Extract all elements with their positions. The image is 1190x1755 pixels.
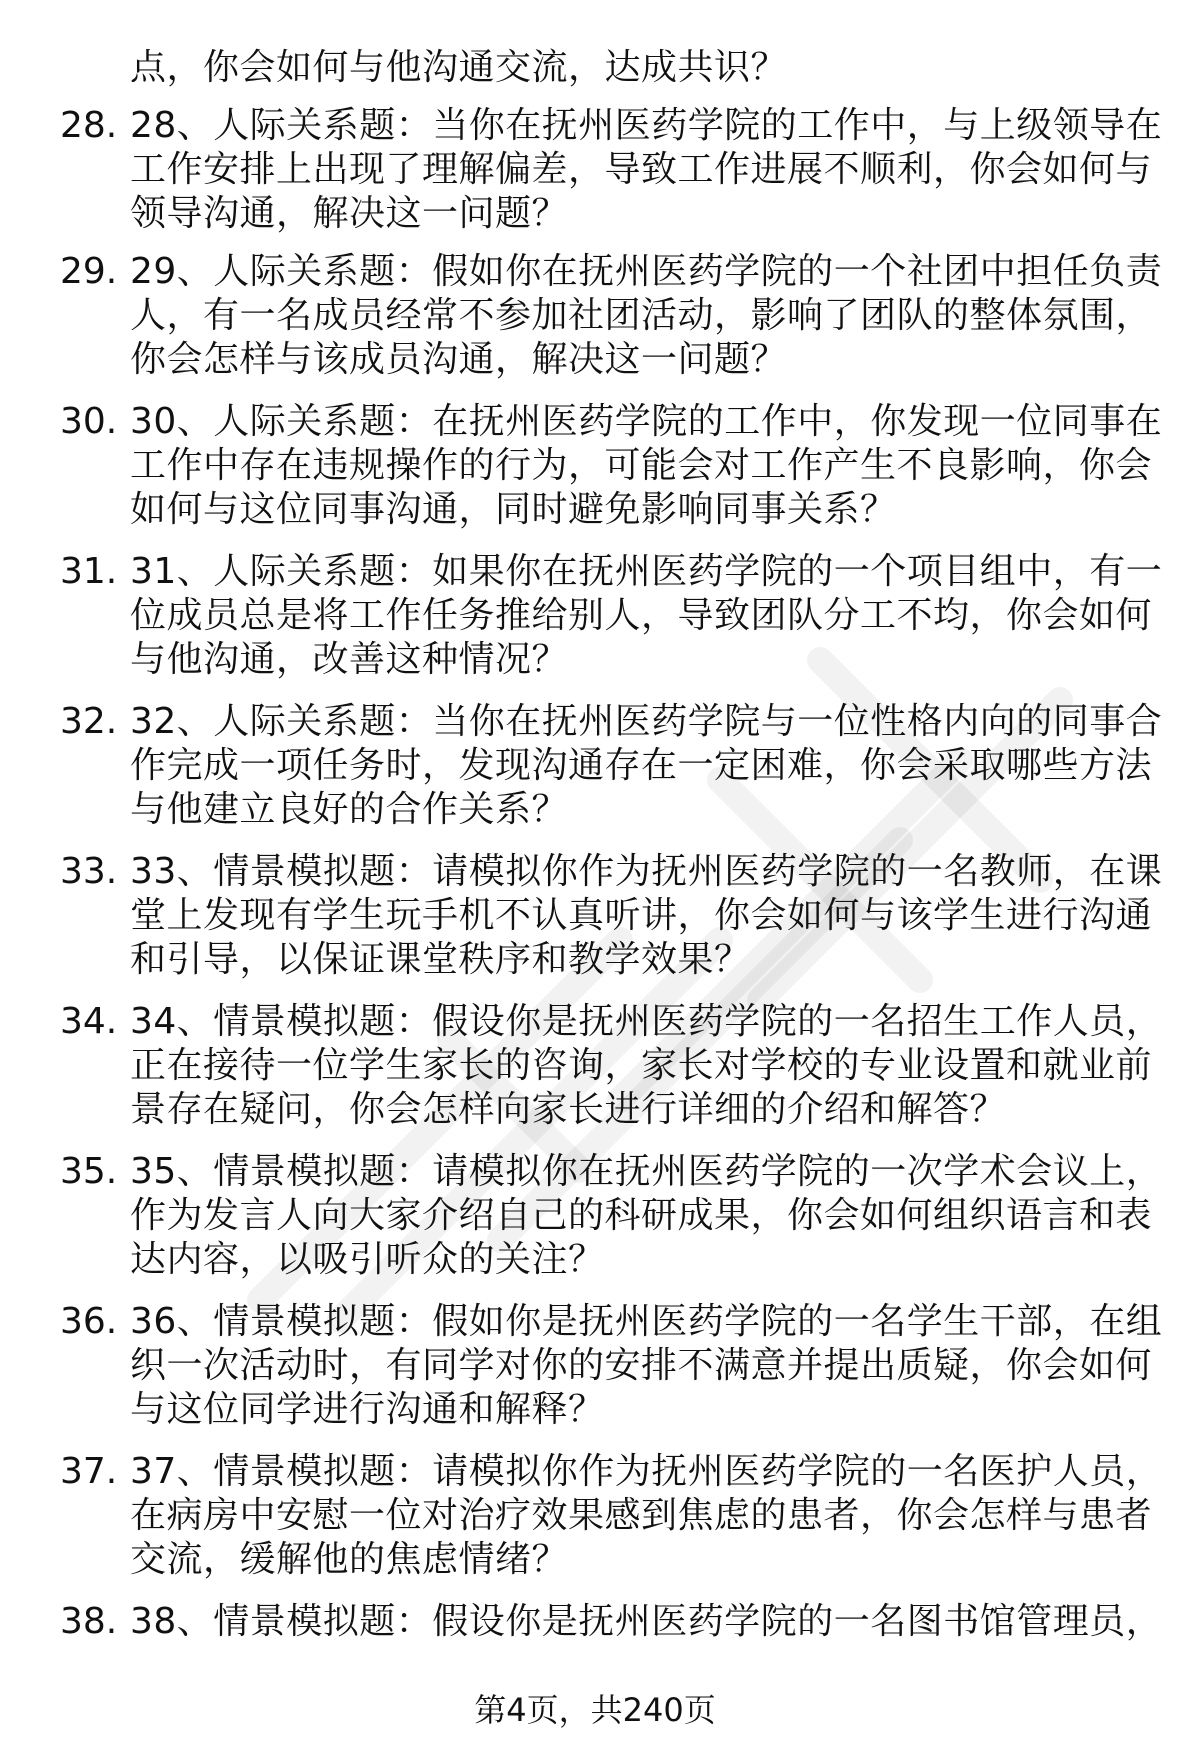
question-line: 与他沟通，改善这种情况？ xyxy=(130,639,569,680)
question-line: 38、情景模拟题：假设你是抚州医药学院的一名图书馆管理员， xyxy=(130,1601,1163,1642)
page-footer: 第4页，共240页 xyxy=(474,1691,716,1729)
item-number: 30. xyxy=(60,401,118,442)
question-line: 36、情景模拟题：假如你是抚州医药学院的一名学生干部，在组 xyxy=(130,1301,1163,1342)
item-number: 29. xyxy=(60,251,118,292)
question-line: 35、情景模拟题：请模拟你在抚州医药学院的一次学术会议上， xyxy=(130,1151,1163,1192)
question-line: 作完成一项任务时，发现沟通存在一定困难，你会采取哪些方法 xyxy=(130,745,1153,786)
question-line: 作为发言人向大家介绍自己的科研成果，你会如何组织语言和表 xyxy=(130,1195,1153,1236)
continuation-line: 点，你会如何与他沟通交流，达成共识？ xyxy=(130,47,788,88)
question-line: 33、情景模拟题：请模拟你作为抚州医药学院的一名教师，在课 xyxy=(130,851,1163,892)
question-line: 人，有一名成员经常不参加社团活动，影响了团队的整体氛围， xyxy=(130,295,1153,336)
question-line: 和引导，以保证课堂秩序和教学效果？ xyxy=(130,939,751,980)
question-line: 31、人际关系题：如果你在抚州医药学院的一个项目组中，有一 xyxy=(130,551,1163,592)
item-number: 37. xyxy=(60,1451,118,1492)
item-number: 32. xyxy=(60,701,118,742)
question-line: 34、情景模拟题：假设你是抚州医药学院的一名招生工作人员， xyxy=(130,1001,1163,1042)
question-line: 达内容，以吸引听众的关注？ xyxy=(130,1239,605,1280)
item-number: 31. xyxy=(60,551,118,592)
question-line: 织一次活动时，有同学对你的安排不满意并提出质疑，你会如何 xyxy=(130,1345,1153,1386)
item-number: 35. xyxy=(60,1151,118,1192)
question-line: 位成员总是将工作任务推给别人，导致团队分工不均，你会如何 xyxy=(130,595,1153,636)
question-line: 交流，缓解他的焦虑情绪？ xyxy=(130,1539,569,1580)
question-line: 在病房中安慰一位对治疗效果感到焦虑的患者，你会怎样与患者 xyxy=(130,1495,1153,1536)
question-line: 与他建立良好的合作关系？ xyxy=(130,789,569,830)
item-number: 36. xyxy=(60,1301,118,1342)
question-line: 正在接待一位学生家长的咨询，家长对学校的专业设置和就业前 xyxy=(130,1045,1153,1086)
question-line: 37、情景模拟题：请模拟你作为抚州医药学院的一名医护人员， xyxy=(130,1451,1163,1492)
question-line: 领导沟通，解决这一问题？ xyxy=(130,193,569,234)
question-line: 堂上发现有学生玩手机不认真听讲，你会如何与该学生进行沟通 xyxy=(130,895,1153,936)
item-number: 34. xyxy=(60,1001,118,1042)
question-line: 29、人际关系题：假如你在抚州医药学院的一个社团中担任负责 xyxy=(130,251,1163,292)
question-line: 30、人际关系题：在抚州医药学院的工作中，你发现一位同事在 xyxy=(130,401,1163,442)
question-line: 你会怎样与该成员沟通，解决这一问题？ xyxy=(130,339,788,380)
item-number: 33. xyxy=(60,851,118,892)
question-line: 工作安排上出现了理解偏差，导致工作进展不顺利，你会如何与 xyxy=(130,149,1153,190)
question-line: 如何与这位同事沟通，同时避免影响同事关系？ xyxy=(130,489,897,530)
question-line: 景存在疑问，你会怎样向家长进行详细的介绍和解答？ xyxy=(130,1089,1007,1130)
question-line: 工作中存在违规操作的行为，可能会对工作产生不良影响，你会 xyxy=(130,445,1153,486)
question-line: 32、人际关系题：当你在抚州医药学院与一位性格内向的同事合 xyxy=(130,701,1163,742)
item-number: 38. xyxy=(60,1601,118,1642)
item-number: 28. xyxy=(60,105,118,146)
question-line: 28、人际关系题：当你在抚州医药学院的工作中，与上级领导在 xyxy=(130,105,1163,146)
question-line: 与这位同学进行沟通和解释？ xyxy=(130,1389,605,1430)
